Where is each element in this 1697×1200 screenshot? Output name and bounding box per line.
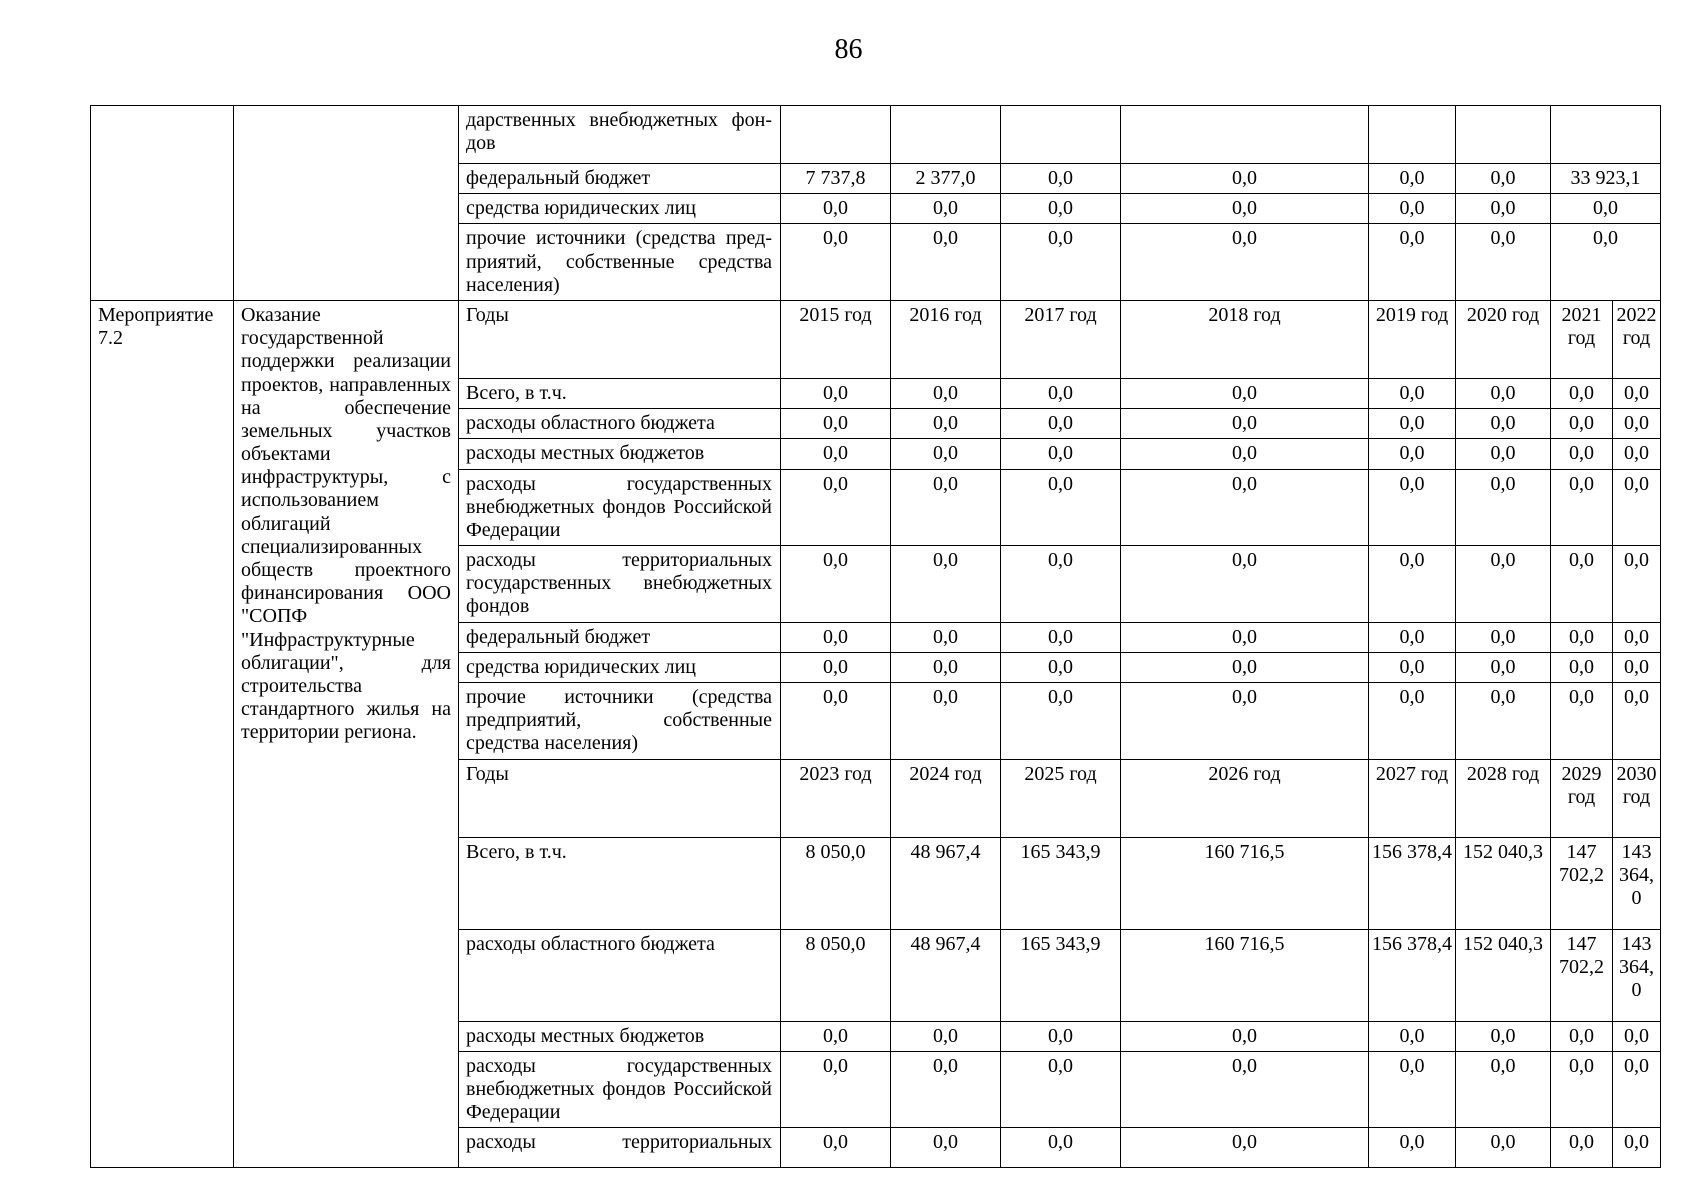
value-cell: 2024 год: [891, 759, 1001, 837]
value-cell: 165 343,9: [1001, 929, 1121, 1021]
value-cell: 143 364,0: [1613, 837, 1661, 929]
value-cell: 0,0: [1456, 164, 1551, 194]
value-cell: 0,0: [1121, 1128, 1369, 1168]
value-cell: 0,0: [1369, 409, 1456, 439]
value-cell: 0,0: [1369, 378, 1456, 408]
value-cell: 0,0: [1369, 622, 1456, 652]
value-cell: 0,0: [1456, 652, 1551, 682]
row-label-cell: средства юридических лиц: [459, 194, 781, 224]
value-cell: 0,0: [1121, 224, 1369, 301]
value-cell: 48 967,4: [891, 837, 1001, 929]
value-cell: 0,0: [781, 224, 891, 301]
value-cell: 0,0: [1369, 1021, 1456, 1051]
value-cell: 0,0: [1456, 378, 1551, 408]
value-cell: 0,0: [1369, 1128, 1456, 1168]
value-cell: 0,0: [1551, 194, 1661, 224]
measure-description-cell: [234, 106, 459, 301]
value-cell: 0,0: [891, 1051, 1001, 1128]
value-cell: 0,0: [1456, 409, 1551, 439]
row-label-cell: расходы местных бюджетов: [459, 439, 781, 469]
value-cell: 0,0: [1551, 1051, 1613, 1128]
value-cell: 2018 год: [1121, 300, 1369, 378]
value-cell: 0,0: [1001, 1021, 1121, 1051]
row-label-cell: расходы областного бюджета: [459, 409, 781, 439]
value-cell: 0,0: [1369, 439, 1456, 469]
value-cell: 0,0: [1121, 546, 1369, 623]
value-cell: 0,0: [1121, 1021, 1369, 1051]
value-cell: 152 040,3: [1456, 837, 1551, 929]
page-number: 86: [834, 34, 863, 65]
row-label-cell: расходы государственных внебюджетных фондов Российской Федерации: [459, 1051, 781, 1128]
value-cell: 7 737,8: [781, 164, 891, 194]
value-cell: 0,0: [1551, 1021, 1613, 1051]
value-cell: 0,0: [781, 194, 891, 224]
value-cell: 0,0: [1613, 378, 1661, 408]
value-cell: 0,0: [1369, 1051, 1456, 1128]
row-label-cell: Годы: [459, 300, 781, 378]
value-cell: 0,0: [1369, 683, 1456, 760]
value-cell: [781, 106, 891, 164]
row-label-cell: Всего, в т.ч.: [459, 378, 781, 408]
value-cell: 0,0: [1613, 683, 1661, 760]
value-cell: 0,0: [1001, 409, 1121, 439]
value-cell: 2 377,0: [891, 164, 1001, 194]
value-cell: 0,0: [1121, 683, 1369, 760]
value-cell: 0,0: [891, 469, 1001, 546]
value-cell: 147 702,2: [1551, 929, 1613, 1021]
value-cell: 0,0: [1613, 439, 1661, 469]
value-cell: 0,0: [1121, 164, 1369, 194]
value-cell: 0,0: [1456, 194, 1551, 224]
value-cell: [1001, 106, 1121, 164]
value-cell: 0,0: [1613, 1128, 1661, 1168]
row-label-cell: Годы: [459, 759, 781, 837]
value-cell: 0,0: [891, 1128, 1001, 1168]
value-cell: 0,0: [1613, 1051, 1661, 1128]
value-cell: 0,0: [1001, 224, 1121, 301]
value-cell: 0,0: [1456, 1051, 1551, 1128]
value-cell: 0,0: [1001, 378, 1121, 408]
value-cell: 0,0: [1456, 683, 1551, 760]
value-cell: 143 364,0: [1613, 929, 1661, 1021]
table-row: [91, 300, 1661, 378]
value-cell: 0,0: [1121, 194, 1369, 224]
value-cell: [1121, 106, 1369, 164]
value-cell: 0,0: [781, 378, 891, 408]
value-cell: 0,0: [781, 409, 891, 439]
value-cell: 0,0: [1456, 546, 1551, 623]
value-cell: 2019 год: [1369, 300, 1456, 378]
value-cell: 0,0: [1369, 224, 1456, 301]
row-label-cell: дарственных внебюджетных фон-дов: [459, 106, 781, 164]
value-cell: 0,0: [1551, 224, 1661, 301]
value-cell: 0,0: [1613, 546, 1661, 623]
row-label-cell: прочие источники (средства предприятий, собственные средства населения): [459, 683, 781, 760]
value-cell: [1551, 106, 1661, 164]
value-cell: 0,0: [891, 194, 1001, 224]
value-cell: 0,0: [781, 683, 891, 760]
value-cell: 0,0: [781, 1051, 891, 1128]
value-cell: 0,0: [1456, 622, 1551, 652]
value-cell: 0,0: [1456, 1021, 1551, 1051]
value-cell: 0,0: [1001, 194, 1121, 224]
value-cell: 2030 год: [1613, 759, 1661, 837]
value-cell: 160 716,5: [1121, 837, 1369, 929]
value-cell: 0,0: [1121, 1051, 1369, 1128]
value-cell: [1456, 106, 1551, 164]
value-cell: 0,0: [781, 439, 891, 469]
value-cell: 0,0: [1551, 378, 1613, 408]
value-cell: 2020 год: [1456, 300, 1551, 378]
value-cell: [891, 106, 1001, 164]
value-cell: 0,0: [781, 622, 891, 652]
value-cell: 0,0: [1613, 622, 1661, 652]
value-cell: 0,0: [1551, 622, 1613, 652]
value-cell: 2025 год: [1001, 759, 1121, 837]
row-label-cell: федеральный бюджет: [459, 622, 781, 652]
value-cell: 0,0: [1456, 224, 1551, 301]
value-cell: 0,0: [1369, 546, 1456, 623]
value-cell: 0,0: [891, 224, 1001, 301]
value-cell: 0,0: [1121, 652, 1369, 682]
value-cell: 0,0: [891, 652, 1001, 682]
value-cell: 0,0: [1551, 683, 1613, 760]
value-cell: 0,0: [1001, 1128, 1121, 1168]
value-cell: 2015 год: [781, 300, 891, 378]
value-cell: 2026 год: [1121, 759, 1369, 837]
value-cell: 0,0: [891, 546, 1001, 623]
value-cell: 156 378,4: [1369, 837, 1456, 929]
value-cell: 2021 год: [1551, 300, 1613, 378]
value-cell: 160 716,5: [1121, 929, 1369, 1021]
value-cell: 48 967,4: [891, 929, 1001, 1021]
value-cell: 0,0: [1613, 469, 1661, 546]
value-cell: 2028 год: [1456, 759, 1551, 837]
value-cell: 2022 год: [1613, 300, 1661, 378]
budget-table: [90, 105, 1661, 1168]
value-cell: 8 050,0: [781, 837, 891, 929]
value-cell: 0,0: [1551, 652, 1613, 682]
value-cell: [1369, 106, 1456, 164]
value-cell: 0,0: [1121, 469, 1369, 546]
value-cell: 0,0: [891, 683, 1001, 760]
row-label-cell: расходы территориальных государственных внебюджетных фондов: [459, 546, 781, 623]
value-cell: 0,0: [1456, 469, 1551, 546]
value-cell: 0,0: [891, 622, 1001, 652]
value-cell: 2023 год: [781, 759, 891, 837]
value-cell: 0,0: [1001, 652, 1121, 682]
value-cell: 0,0: [781, 652, 891, 682]
value-cell: 0,0: [891, 378, 1001, 408]
value-cell: 0,0: [1369, 164, 1456, 194]
value-cell: 0,0: [1001, 546, 1121, 623]
value-cell: 2029 год: [1551, 759, 1613, 837]
value-cell: 0,0: [1121, 622, 1369, 652]
row-label-cell: расходы территориальных: [459, 1128, 781, 1168]
value-cell: 0,0: [1001, 683, 1121, 760]
value-cell: 0,0: [1551, 409, 1613, 439]
row-label-cell: расходы местных бюджетов: [459, 1021, 781, 1051]
value-cell: 0,0: [1551, 546, 1613, 623]
value-cell: 0,0: [891, 1021, 1001, 1051]
value-cell: 0,0: [1551, 469, 1613, 546]
measure-id-cell: [91, 106, 234, 301]
value-cell: 0,0: [1456, 1128, 1551, 1168]
value-cell: 156 378,4: [1369, 929, 1456, 1021]
value-cell: 0,0: [1001, 1051, 1121, 1128]
value-cell: 0,0: [781, 546, 891, 623]
value-cell: 0,0: [1369, 652, 1456, 682]
value-cell: 0,0: [1613, 1021, 1661, 1051]
row-label-cell: Всего, в т.ч.: [459, 837, 781, 929]
value-cell: 0,0: [891, 439, 1001, 469]
table-row: [91, 106, 1661, 164]
value-cell: 0,0: [1369, 194, 1456, 224]
value-cell: 0,0: [1121, 439, 1369, 469]
measure-description-cell: Оказание государственной поддержки реализации проектов, направленных на обеспечение земельных участков объектами инфраструктуры, с использованием облигаций специализированных обществ проектного финансирования ООО "СОПФ "Инфраструктурные облигации", для строительства стандартного жилья на территории региона.: [234, 300, 459, 1167]
value-cell: 0,0: [1001, 622, 1121, 652]
value-cell: 0,0: [781, 469, 891, 546]
value-cell: 165 343,9: [1001, 837, 1121, 929]
value-cell: 0,0: [1613, 409, 1661, 439]
value-cell: 0,0: [1613, 652, 1661, 682]
value-cell: 2016 год: [891, 300, 1001, 378]
value-cell: 0,0: [781, 1128, 891, 1168]
value-cell: 0,0: [1121, 409, 1369, 439]
value-cell: 2027 год: [1369, 759, 1456, 837]
value-cell: 0,0: [1121, 378, 1369, 408]
value-cell: 33 923,1: [1551, 164, 1661, 194]
value-cell: 0,0: [1551, 439, 1613, 469]
value-cell: 0,0: [781, 1021, 891, 1051]
value-cell: 0,0: [1551, 1128, 1613, 1168]
row-label-cell: средства юридических лиц: [459, 652, 781, 682]
row-label-cell: федеральный бюджет: [459, 164, 781, 194]
value-cell: 152 040,3: [1456, 929, 1551, 1021]
measure-id-cell: Мероприятие 7.2: [91, 300, 234, 1167]
row-label-cell: расходы областного бюджета: [459, 929, 781, 1021]
value-cell: 0,0: [1001, 439, 1121, 469]
value-cell: 0,0: [1369, 469, 1456, 546]
value-cell: 0,0: [1001, 469, 1121, 546]
row-label-cell: расходы государственных внебюджетных фондов Российской Федерации: [459, 469, 781, 546]
row-label-cell: прочие источники (средства пред-приятий, собственные средства населения): [459, 224, 781, 301]
budget-table-body: [91, 106, 1661, 1168]
value-cell: 0,0: [891, 409, 1001, 439]
value-cell: 0,0: [1001, 164, 1121, 194]
value-cell: 2017 год: [1001, 300, 1121, 378]
value-cell: 8 050,0: [781, 929, 891, 1021]
value-cell: 147 702,2: [1551, 837, 1613, 929]
value-cell: 0,0: [1456, 439, 1551, 469]
